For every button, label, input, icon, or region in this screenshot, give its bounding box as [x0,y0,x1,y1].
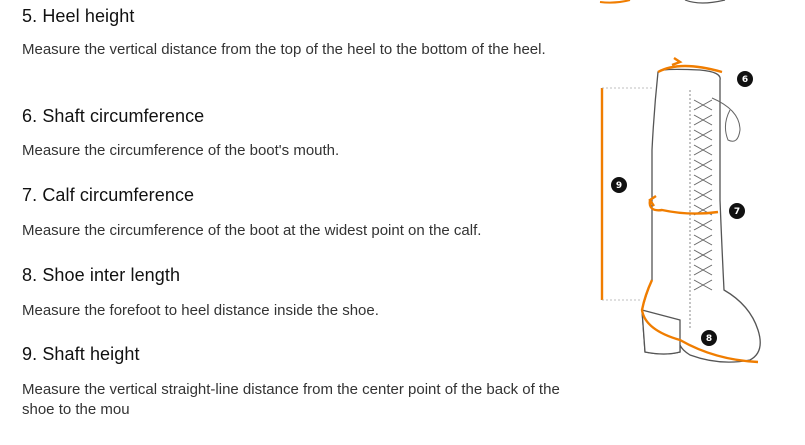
measurement-title: 8. Shoe inter length [22,265,181,285]
badge-6 [737,71,753,87]
measurement-heel-height [22,4,577,60]
measurement-title: 7. Calf circumference [22,185,195,205]
measurement-shaft-height [22,342,577,420]
svg-text:7: 7 [733,207,741,217]
badge-8 [701,330,717,346]
svg-text:8: 8 [705,334,713,344]
badge-7 [729,203,745,219]
boot-diagram-icon [590,0,790,380]
measurement-shaft-circumference [22,104,577,161]
svg-text:9: 9 [615,181,623,191]
measurement-description: Measure the forefoot to heel distance inside the shoe. [22,302,379,319]
measurement-title: 6. Shaft circumference [22,106,205,126]
measurement-description: Measure the circumference of the boot at the widest point on the calf. [22,222,482,239]
measurement-shoe-inter-length [22,263,577,321]
measurement-calf-circumference [22,183,577,241]
previous-diagram-fragment [600,0,630,3]
measurement-description: Measure the vertical straight-line distance from the center point of the back of the shoe to the mou [22,381,560,418]
svg-text:6: 6 [741,75,749,85]
measurement-title: 5. Heel height [22,6,135,26]
measurement-description: Measure the vertical distance from the top of the heel to the bottom of the heel. [22,41,546,58]
measurement-description: Measure the circumference of the boot's mouth. [22,142,340,159]
badge-9 [611,177,627,193]
measurement-title: 9. Shaft height [22,344,140,364]
